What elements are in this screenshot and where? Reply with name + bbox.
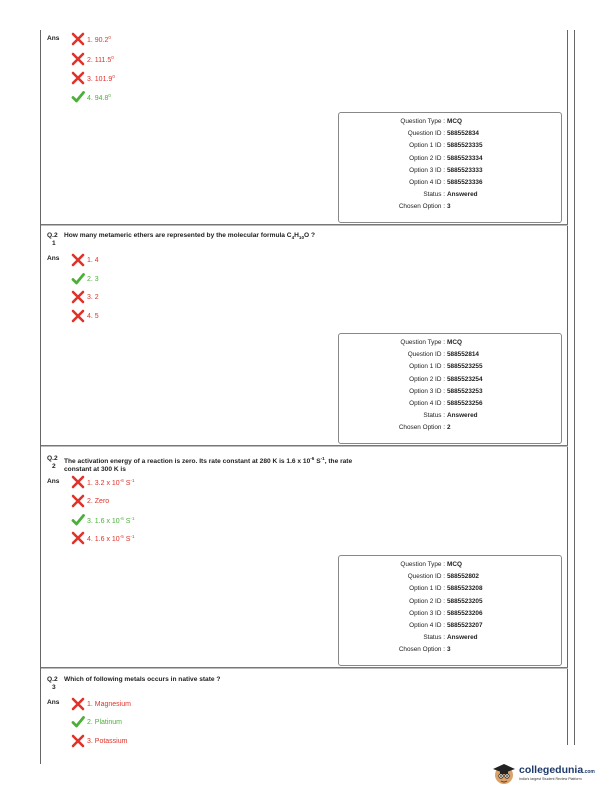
ans-label: Ans bbox=[47, 699, 60, 706]
question-info-box: Question Type : MCQ Question ID : 588552802 Option 1 ID : 5885523208 Option 2 ID : 5885523205 Option 3 ID : 5885523206 Option 4 ID : 5885523207 Status : Answered Chosen Option : 3 bbox=[338, 555, 562, 666]
question-text: How many metameric ethers are represented by the molecular formula $C_4H_{10}O$ ? bbox=[64, 232, 316, 240]
right-border-outer bbox=[574, 30, 575, 745]
check-icon bbox=[71, 272, 85, 286]
question-text: Which of following metals occurs in native state ? bbox=[64, 676, 221, 683]
section-divider bbox=[41, 224, 568, 226]
option-2: 2. Platinum bbox=[71, 715, 122, 729]
cross-icon bbox=[71, 52, 85, 66]
option-2: 2. Zero bbox=[71, 494, 109, 508]
option-1: 1. Magnesium bbox=[71, 697, 131, 711]
option-2: 2. 111.5$^0$ bbox=[71, 52, 114, 66]
check-icon bbox=[71, 90, 85, 104]
logo-text: collegedunia.com bbox=[519, 764, 595, 776]
question-number: Q.2 1 bbox=[47, 232, 58, 247]
cross-icon bbox=[71, 309, 85, 323]
option-3: 3. 1.6 x $10^{-6}$ $S^{-1}$ bbox=[71, 513, 135, 527]
option-4: 4. 5 bbox=[71, 309, 99, 323]
ans-label: Ans bbox=[47, 35, 60, 42]
cross-icon bbox=[71, 71, 85, 85]
option-3: 3. Potassium bbox=[71, 734, 127, 748]
logo-tagline: India's largest Student Review Platform bbox=[519, 777, 582, 781]
option-1: 1. 90.2$^0$ bbox=[71, 32, 111, 46]
section-divider bbox=[41, 667, 568, 669]
option-4: 4. 94.8$^0$ bbox=[71, 90, 111, 104]
collegedunia-logo bbox=[491, 758, 603, 788]
cross-icon bbox=[71, 475, 85, 489]
option-1: 1. 3.2 x $10^{-6}$ $S^{-1}$ bbox=[71, 475, 135, 489]
ans-label: Ans bbox=[47, 478, 60, 485]
question-text: The activation energy of a reaction is zero. Its rate constant at 280 K is 1.6 x $10^{-6}$ $S^{-1}$, the rate constant at 300 K is bbox=[64, 456, 353, 473]
graduate-mascot-icon bbox=[491, 760, 517, 786]
cross-icon bbox=[71, 697, 85, 711]
option-2: 2. 3 bbox=[71, 272, 99, 286]
cross-icon bbox=[71, 290, 85, 304]
option-4: 4. 1.6 x $10^{-5}$ $S^{-1}$ bbox=[71, 531, 135, 545]
cross-icon bbox=[71, 531, 85, 545]
right-border-inner bbox=[567, 30, 568, 745]
check-icon bbox=[71, 715, 85, 729]
option-3: 3. 101.9$^0$ bbox=[71, 71, 115, 85]
question-number: Q.2 3 bbox=[47, 676, 58, 691]
cross-icon bbox=[71, 32, 85, 46]
cross-icon bbox=[71, 253, 85, 267]
left-border bbox=[40, 30, 41, 764]
question-number: Q.2 2 bbox=[47, 455, 58, 470]
question-info-box: Question Type : MCQ Question ID : 588552834 Option 1 ID : 5885523335 Option 2 ID : 5885523334 Option 3 ID : 5885523333 Option 4 ID : 5885523336 Status : Answered Chosen Option : 3 bbox=[338, 112, 562, 223]
cross-icon bbox=[71, 494, 85, 508]
check-icon bbox=[71, 513, 85, 527]
option-1: 1. 4 bbox=[71, 253, 99, 267]
section-divider bbox=[41, 445, 568, 447]
cross-icon bbox=[71, 734, 85, 748]
question-info-box: Question Type : MCQ Question ID : 588552814 Option 1 ID : 5885523255 Option 2 ID : 5885523254 Option 3 ID : 5885523253 Option 4 ID : 5885523256 Status : Answered Chosen Option : 2 bbox=[338, 333, 562, 444]
ans-label: Ans bbox=[47, 255, 60, 262]
option-3: 3. 2 bbox=[71, 290, 99, 304]
